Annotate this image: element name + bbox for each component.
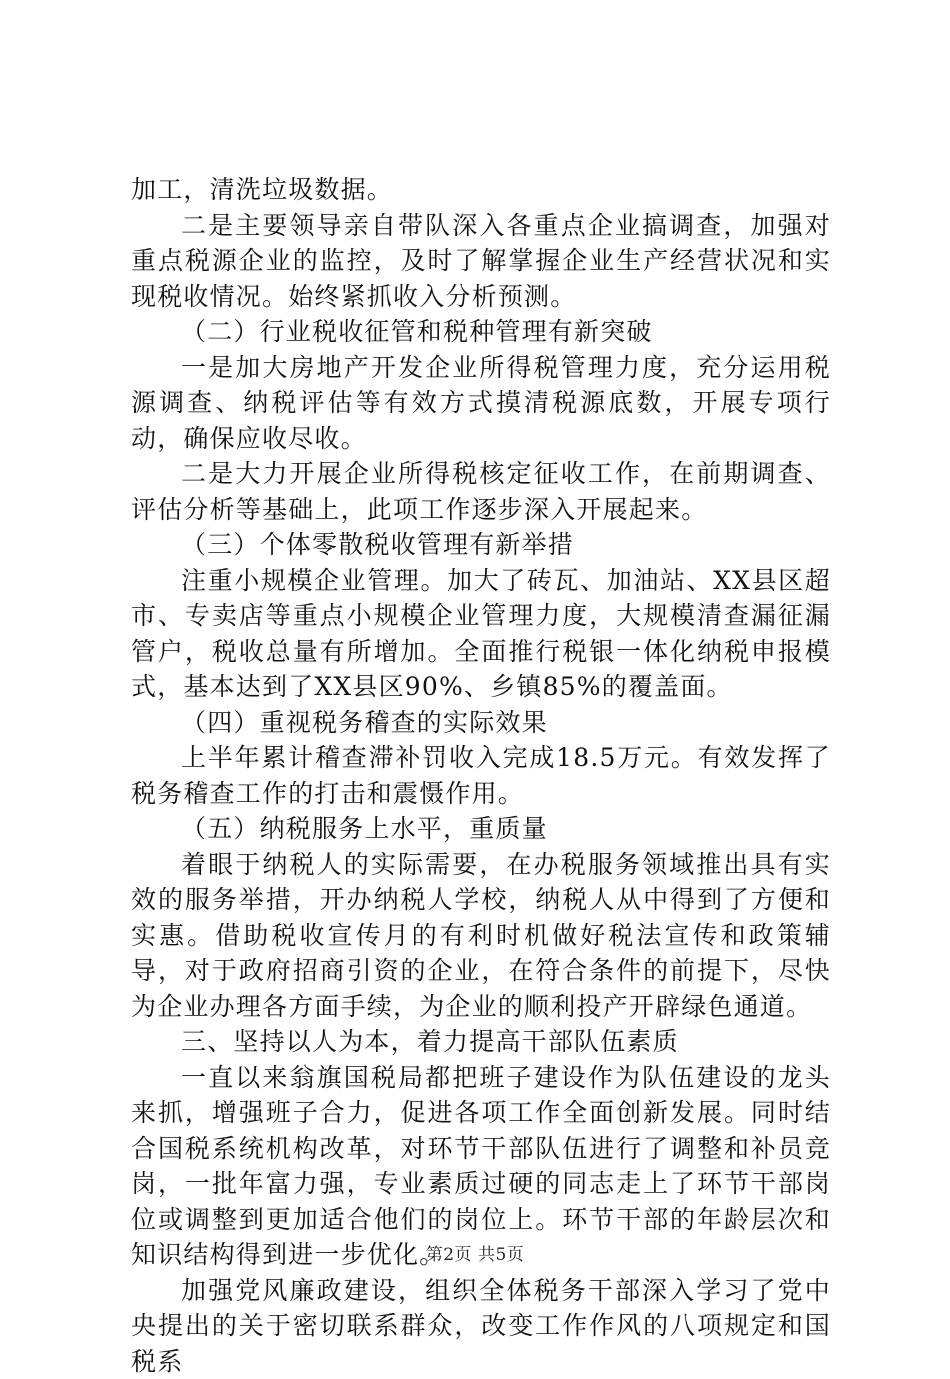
page-number-label: 第2页 共5页: [426, 1245, 525, 1265]
page-footer: [0, 1240, 950, 1265]
section-heading: 三、坚持以人为本，着力提高干部队伍素质: [131, 1024, 831, 1060]
document-body: [131, 172, 831, 1379]
section-heading: （三）个体零散税收管理有新举措: [131, 527, 831, 563]
section-heading: （五）纳税服务上水平，重质量: [131, 811, 831, 847]
paragraph: 加强党风廉政建设，组织全体税务干部深入学习了党中央提出的关于密切联系群众，改变工作作风的八项规定和国税系: [131, 1273, 831, 1379]
paragraph: 二是大力开展企业所得税核定征收工作，在前期调查、评估分析等基础上，此项工作逐步深入开展起来。: [131, 456, 831, 527]
section-heading: （二）行业税收征管和税种管理有新突破: [131, 314, 831, 350]
paragraph: 一是加大房地产开发企业所得税管理力度，充分运用税源调查、纳税评估等有效方式摸清税源底数，开展专项行动，确保应收尽收。: [131, 350, 831, 457]
paragraph: 一直以来翁旗国税局都把班子建设作为队伍建设的龙头来抓，增强班子合力，促进各项工作全面创新发展。同时结合国税系统机构改革，对环节干部队伍进行了调整和补员竞岗，一批年富力强，专业素质过硬的同志走上了环节干部岗位或调整到更加适合他们的岗位上。环节干部的年龄层次和知识结构得到进一步优化。: [131, 1060, 831, 1273]
paragraph: 注重小规模企业管理。加大了砖瓦、加油站、XX县区超市、专卖店等重点小规模企业管理力度，大规模清查漏征漏管户，税收总量有所增加。全面推行税银一体化纳税申报模式，基本达到了XX县区90%、乡镇85%的覆盖面。: [131, 563, 831, 705]
paragraph: 上半年累计稽查滞补罚收入完成18.5万元。有效发挥了税务稽查工作的打击和震慑作用。: [131, 740, 831, 811]
paragraph: 二是主要领导亲自带队深入各重点企业搞调查，加强对重点税源企业的监控，及时了解掌握企业生产经营状况和实现税收情况。始终紧抓收入分析预测。: [131, 208, 831, 315]
section-heading: （四）重视税务稽查的实际效果: [131, 705, 831, 741]
paragraph: 着眼于纳税人的实际需要，在办税服务领域推出具有实效的服务举措，开办纳税人学校，纳税人从中得到了方便和实惠。借助税收宣传月的有利时机做好税法宣传和政策辅导，对于政府招商引资的企业，在符合条件的前提下，尽快为企业办理各方面手续，为企业的顺利投产开辟绿色通道。: [131, 847, 831, 1025]
paragraph-continuation: 加工，清洗垃圾数据。: [131, 172, 831, 208]
